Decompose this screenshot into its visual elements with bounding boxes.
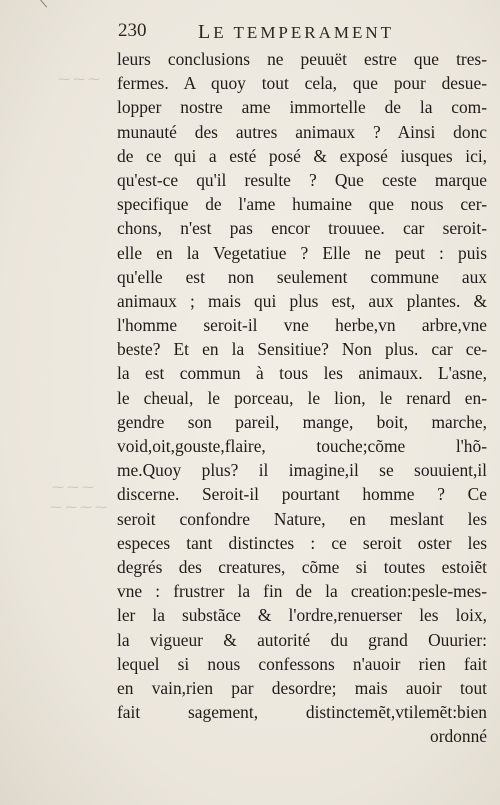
- text-line: discerne. Seroit-il pourtant homme ? Ce: [117, 484, 487, 505]
- text-line: munauté des autres animaux ? Ainsi donc: [117, 121, 487, 142]
- text-line: lopper nostre ame immortelle de la com-: [117, 97, 487, 118]
- text-line: en vain,rien par desordre; mais auoir tout: [117, 677, 487, 698]
- text-line: l'homme seroit-il vne herbe,vn arbre,vne: [117, 315, 487, 336]
- running-title-rest: E TEMPERAMENT: [213, 23, 395, 42]
- show-through-mark: ⁓ ⁓ ⁓: [52, 480, 94, 494]
- text-line: elle en la Vegetatiue ? Elle ne peut : puis: [117, 242, 487, 263]
- text-line: la vigueur & autorité du grand Ouurier:: [117, 629, 487, 650]
- show-through-mark: ⁓ ⁓ ⁓: [58, 72, 100, 86]
- text-line: seroit confondre Nature, en meslant les: [117, 508, 487, 529]
- text-line: qu'est-ce qu'il resulte ? Que ceste marque: [117, 169, 487, 190]
- text-line: ler la substãce & l'ordre,renuerser les loix,: [117, 605, 487, 626]
- text-line: gendre son pareil, mange, boit, marche,: [117, 411, 487, 432]
- body-text: [117, 47, 487, 748]
- show-through-mark: ⁓ ⁓ ⁓ ⁓: [50, 500, 107, 514]
- text-line: lequel si nous confessons n'auoir rien fait: [117, 653, 487, 674]
- text-line: de ce qui a esté posé & exposé iusques ici,: [117, 145, 487, 166]
- text-line: fermes. A quoy tout cela, que pour desue-: [117, 73, 487, 94]
- page-header: [118, 20, 488, 46]
- text-line: leurs conclusions ne peuuët estre que tres-: [117, 49, 487, 69]
- text-line: chons, n'est pas encor trouuee. car seroit-: [117, 218, 487, 239]
- text-line: me.Quoy plus? il imagine,il se souuient,il: [117, 460, 487, 481]
- text-line: void,oit,gouste,flaire, touche;cõme l'hõ-: [117, 436, 487, 456]
- text-line: qu'elle est non seulement commune aux: [117, 266, 487, 287]
- text-line: la est commun à tous les animaux. L'asne,: [117, 363, 487, 384]
- catchword: ordonné: [430, 726, 487, 747]
- text-line: degrés des creatures, cõme si toutes estoiẽt: [117, 556, 487, 577]
- page-number: 230: [118, 20, 147, 41]
- text-line: animaux ; mais qui plus est, aux plantes. &: [117, 290, 487, 311]
- text-line: beste? Et en la Sensitiue? Non plus. car ce-: [117, 339, 487, 360]
- text-line: fait sagement, distinctemẽt,vtilemẽt:bien: [117, 702, 487, 723]
- text-line: le cheual, le porceau, le lion, le renard en-: [117, 387, 487, 408]
- text-line: especes tant distinctes : ce seroit oster les: [117, 532, 487, 553]
- running-title-capital: L: [198, 21, 214, 43]
- text-line: specifique de l'ame humaine que nous cer-: [117, 194, 487, 215]
- text-line: vne : frustrer la fin de la creation:pesle-mes-: [117, 581, 487, 602]
- running-title: [198, 21, 394, 44]
- page-corner-crease: [40, 0, 55, 8]
